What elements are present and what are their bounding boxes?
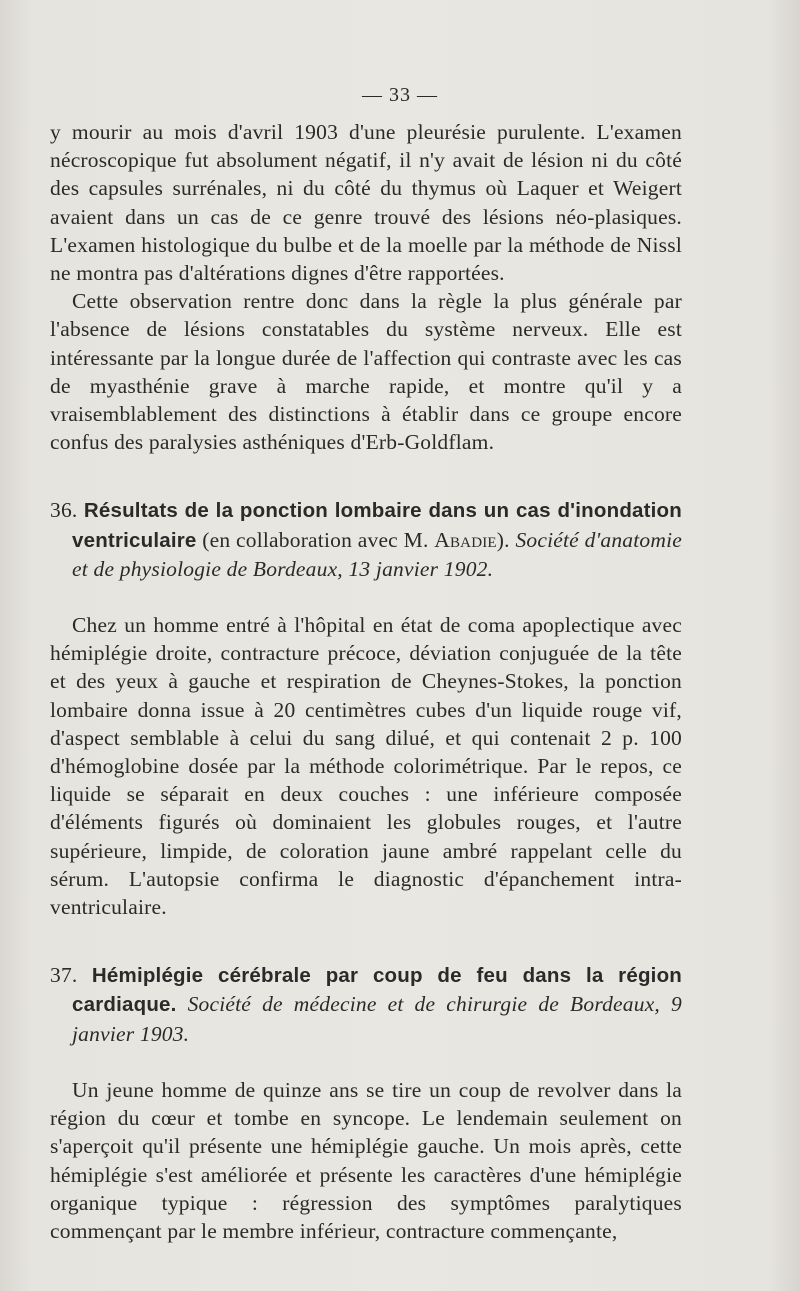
entry-37-heading bbox=[50, 961, 682, 1048]
paragraph-observation: Cette observation rentre donc dans la règle la plus générale par l'absence de lésions constatables du système nerveux. Elle est intéressante par la longue durée de l'affection qui contraste avec les cas de myasthénie grave à marche rapide, et montre qu'il y a vraisemblablement des distinctions à établir dans ce groupe encore confus des paralysies asthéniques d'Erb-Goldflam. bbox=[50, 289, 682, 455]
entry-36-heading bbox=[50, 496, 682, 583]
entry-36-collab-prefix: (en collaboration avec M. bbox=[202, 527, 435, 552]
entry-36-body: Chez un homme entré à l'hôpital en état de coma apoplectique avec hémiplégie droite, contracture précoce, déviation conjuguée de la tête et des yeux à gauche et respiration de Cheynes-Stokes, la ponction lombaire donna issue à 20 centimètres cubes d'un liquide rouge vif, d'aspect semblable à celui du sang dilué, et qui contenait 2 p. 100 d'hémoglobine dosée par la méthode colorimétrique. Par le repos, ce liquide se séparait en deux couches : une inférieure composée d'éléments figurés où dominaient les globules rouges, et l'autre supérieure, limpide, de coloration jaune ambré rappelant celle du sérum. L'autopsie confirma le diagnostic d'épanchement intra-ventriculaire. bbox=[50, 613, 682, 920]
paragraph-continuation: y mourir au mois d'avril 1903 d'une pleurésie purulente. L'examen nécroscopique fut absolument négatif, il n'y avait de lésion ni du côté des capsules surrénales, ni du côté du thymus où Laquer et Weigert avaient dans un cas de ce genre trouvé des lésions néo-plasiques. L'examen histologique du bulbe et de la moelle par la méthode de Nissl ne montra pas d'altérations dignes d'être rapportées. bbox=[50, 120, 682, 286]
entry-36-collab-suffix: ). bbox=[496, 527, 510, 552]
entry-36-source: Société d'anatomie et de physiologie de Bordeaux, 13 janvier 1902. bbox=[72, 527, 682, 581]
page-number: — 33 — bbox=[362, 84, 438, 106]
entry-37-number: 37. bbox=[50, 963, 78, 988]
entry-36-number: 36. bbox=[50, 498, 78, 523]
entry-37-title: Hémiplégie cérébrale par coup de feu dans la région cardiaque. bbox=[72, 964, 683, 1017]
entry-37-source: Société de médecine et de chirurgie de Bordeaux, 9 janvier 1903. bbox=[72, 992, 682, 1046]
entry-36-collab-name: Abadie bbox=[434, 527, 497, 552]
entry-37-body: Un jeune homme de quinze ans se tire un coup de revolver dans la région du cœur et tombe en syncope. Le lendemain seulement on s'aperçoit qu'il présente une hémiplégie gauche. Un mois après, cette hémiplégie s'est améliorée et présente les caractères d'une hémiplégie organique typique : régression des symptômes paralytiques commençant par le membre inférieur, contracture commençante, bbox=[50, 1077, 682, 1243]
page-body bbox=[50, 118, 682, 1245]
entry-36-title: Résultats de la ponction lombaire dans un cas d'inondation ventriculaire bbox=[72, 499, 683, 552]
